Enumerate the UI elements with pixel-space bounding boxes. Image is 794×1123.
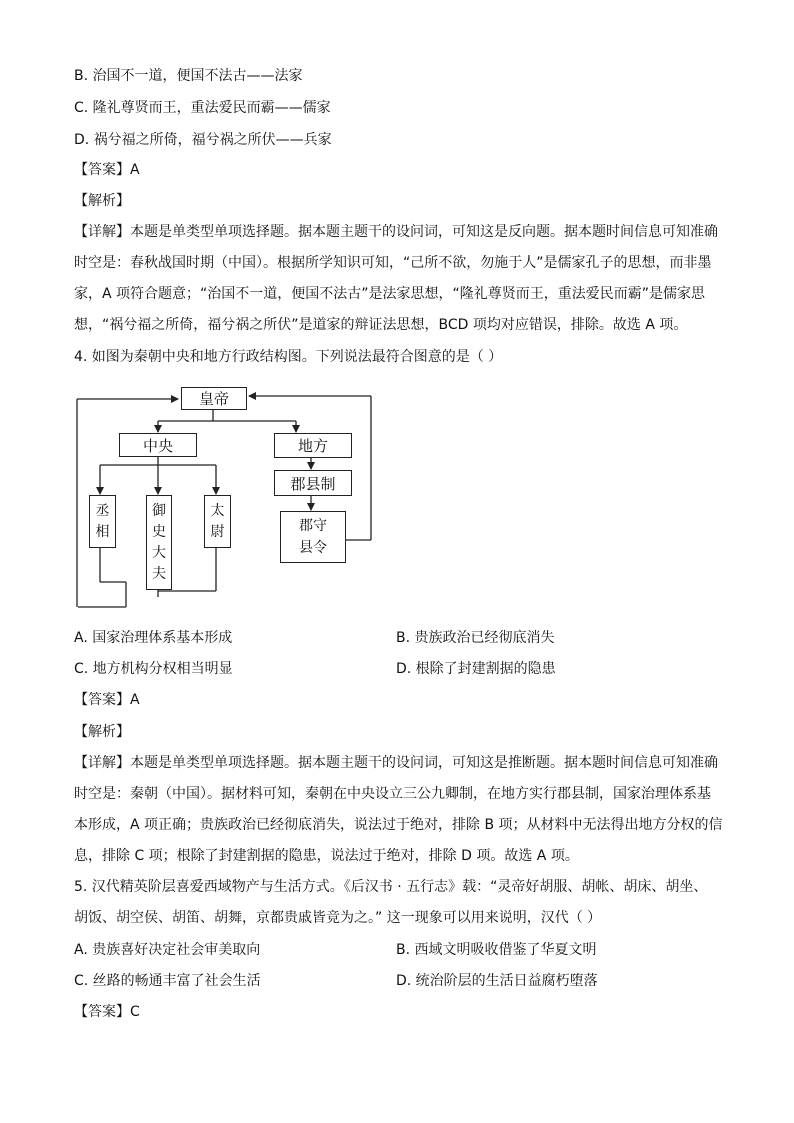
q4-analysis-label: 【解析】	[74, 724, 130, 740]
node-governors-magistrates: 郡守县令	[280, 511, 346, 563]
node-chancellor: 丞相	[89, 495, 116, 548]
q3-answer: 【答案】A	[74, 162, 140, 178]
q3-detail-line: 想，“祸兮福之所倚，福兮祸之所伏”是道家的辩证法思想，BCD 项均对应错误，排除。故选 A 项。	[74, 317, 688, 333]
q5-option-a: A. 贵族喜好决定社会审美取向	[74, 942, 261, 958]
q4-option-d: D. 根除了封建割据的隐患	[396, 661, 556, 677]
q3-detail-line: 【详解】本题是单类型单项选择题。据本题主题干的设问词，可知这是反向题。据本题时间信息可知准确	[74, 224, 718, 240]
q4-option-b: B. 贵族政治已经彻底消失	[396, 630, 555, 646]
q5-stem-line: 胡饭、胡空侯、胡笛、胡舞，京都贵戚皆竞为之。” 这一现象可以用来说明，汉代（ ）	[74, 910, 602, 926]
q3-detail-line: 时空是：春秋战国时期（中国）。根据所学知识可知，“己所不欲，勿施于人”是儒家孔子的思想，而非墨	[74, 255, 712, 271]
node-emperor: 皇帝	[181, 387, 247, 410]
q4-detail-line: 时空是：秦朝（中国）。据材料可知，秦朝在中央设立三公九卿制，在地方实行郡县制，国家治理体系基	[74, 786, 711, 802]
q4-answer: 【答案】A	[74, 692, 140, 708]
qin-admin-structure-diagram	[74, 384, 384, 612]
node-prefecture-county-system: 郡县制	[274, 470, 352, 496]
q3-option-c: C. 隆礼尊贤而王，重法爱民而霸——儒家	[74, 100, 331, 116]
q5-stem-line: 5. 汉代精英阶层喜爱西域物产与生活方式。《后汉书 · 五行志》载：“灵帝好胡服、胡帐、胡床、胡坐、	[74, 879, 708, 895]
q4-detail-line: 本形成，A 项正确；贵族政治已经彻底消失，说法过于绝对，排除 B 项；从材料中无法得出地方分权的信	[74, 817, 723, 833]
q3-option-d: D. 祸兮福之所倚，福兮祸之所伏——兵家	[74, 132, 332, 148]
q4-detail-line: 息，排除 C 项；根除了封建割据的隐患，说法过于绝对，排除 D 项。故选 A 项。	[74, 848, 579, 864]
q4-option-a: A. 国家治理体系基本形成	[74, 630, 233, 646]
q3-analysis-label: 【解析】	[74, 193, 130, 209]
q3-option-b: B. 治国不一道，便国不法古——法家	[74, 68, 303, 84]
q5-option-c: C. 丝路的畅通丰富了社会生活	[74, 973, 261, 989]
node-censor: 御史大夫	[146, 495, 172, 590]
node-local: 地方	[274, 433, 352, 458]
q4-option-c: C. 地方机构分权相当明显	[74, 661, 233, 677]
q5-option-d: D. 统治阶层的生活日益腐朽堕落	[396, 973, 598, 989]
q3-detail-line: 家，A 项符合题意；“治国不一道，便国不法古”是法家思想，“隆礼尊贤而王，重法爱民而霸”是儒家思	[74, 286, 706, 302]
q5-option-b: B. 西域文明吸收借鉴了华夏文明	[396, 942, 597, 958]
q5-answer: 【答案】C	[74, 1004, 140, 1020]
q4-stem: 4. 如图为秦朝中央和地方行政结构图。下列说法最符合图意的是（ ）	[74, 349, 503, 365]
node-central: 中央	[119, 433, 197, 457]
q4-detail-line: 【详解】本题是单类型单项选择题。据本题主题干的设问词，可知这是推断题。据本题时间信息可知准确	[74, 755, 718, 771]
node-commandant: 太尉	[204, 495, 231, 548]
